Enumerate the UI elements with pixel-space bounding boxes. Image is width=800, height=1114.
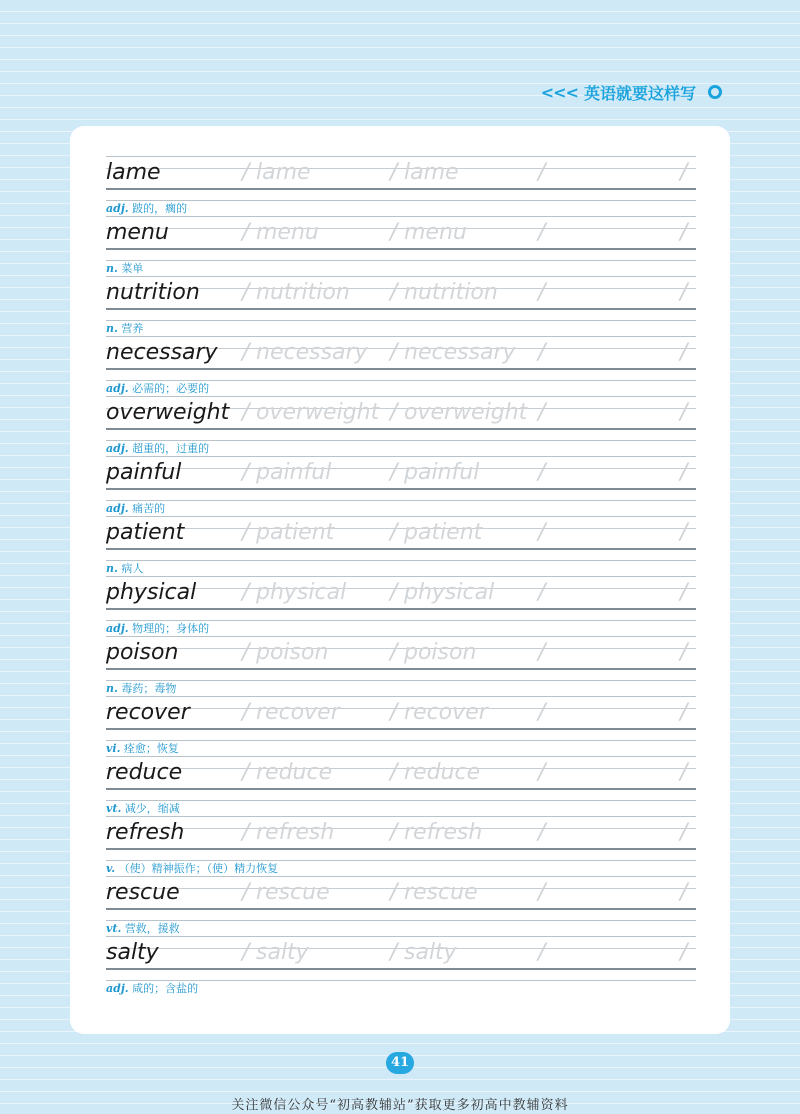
guide-line: [106, 816, 696, 817]
guide-line: [106, 636, 696, 637]
definition: 物理的；身体的: [132, 622, 210, 635]
slash-divider: /: [538, 940, 546, 965]
vocab-word: rescue: [106, 880, 180, 905]
slash-divider: /: [242, 700, 250, 725]
vocab-word: poison: [106, 640, 179, 665]
slash-divider: /: [390, 820, 398, 845]
word-row: [106, 814, 696, 874]
slash-divider: /: [680, 940, 688, 965]
slash-divider: /: [390, 520, 398, 545]
trace-word: rescue: [256, 880, 330, 905]
vocab-word: patient: [106, 520, 185, 545]
word-row: [106, 334, 696, 394]
trace-word: painful: [256, 460, 332, 485]
trace-word: refresh: [404, 820, 483, 845]
slash-divider: /: [390, 160, 398, 185]
part-of-speech: n.: [106, 682, 118, 695]
definition: 跛的，瘸的: [132, 202, 188, 215]
part-of-speech: vt.: [106, 922, 122, 935]
base-line: [106, 728, 696, 730]
vocab-word: physical: [106, 580, 197, 605]
word-row: [106, 574, 696, 634]
definition: （使）精神振作；（使）精力恢复: [118, 862, 279, 875]
word-row: [106, 754, 696, 814]
word-row: [106, 694, 696, 754]
slash-divider: /: [242, 820, 250, 845]
part-of-speech: adj.: [106, 442, 129, 455]
slash-divider: /: [390, 760, 398, 785]
part-of-speech: vi.: [106, 742, 121, 755]
circle-icon: [708, 85, 722, 99]
guide-line: [106, 680, 696, 681]
slash-divider: /: [242, 640, 250, 665]
part-of-speech: adj.: [106, 982, 129, 995]
slash-divider: /: [680, 340, 688, 365]
definition: 痊愈；恢复: [123, 742, 179, 755]
trace-word: overweight: [256, 400, 380, 425]
part-of-speech: vt.: [106, 802, 122, 815]
slash-divider: /: [538, 280, 546, 305]
slash-divider: /: [538, 220, 546, 245]
guide-line: [106, 696, 696, 697]
part-of-speech: adj.: [106, 502, 129, 515]
slash-divider: /: [390, 700, 398, 725]
section-header: [541, 80, 722, 104]
guide-line: [106, 440, 696, 441]
slash-divider: /: [242, 400, 250, 425]
slash-divider: /: [680, 460, 688, 485]
slash-divider: /: [390, 280, 398, 305]
slash-divider: /: [680, 280, 688, 305]
definition: 必需的；必要的: [132, 382, 210, 395]
slash-divider: /: [680, 220, 688, 245]
guide-line: [106, 200, 696, 201]
slash-divider: /: [390, 880, 398, 905]
slash-divider: /: [538, 820, 546, 845]
trace-word: recover: [256, 700, 340, 725]
definition: 咸的；含盐的: [132, 982, 199, 995]
part-of-speech: v.: [106, 862, 116, 875]
guide-line: [106, 380, 696, 381]
trace-word: nutrition: [256, 280, 350, 305]
base-line: [106, 428, 696, 430]
base-line: [106, 488, 696, 490]
slash-divider: /: [680, 640, 688, 665]
base-line: [106, 848, 696, 850]
trace-word: physical: [256, 580, 347, 605]
word-row: [106, 274, 696, 334]
slash-divider: /: [390, 940, 398, 965]
guide-line: [106, 740, 696, 741]
part-of-speech: adj.: [106, 382, 129, 395]
word-row: [106, 634, 696, 694]
slash-divider: /: [242, 460, 250, 485]
definition: 营养: [121, 322, 144, 335]
guide-line: [106, 320, 696, 321]
trace-word: lame: [404, 160, 459, 185]
word-row: [106, 874, 696, 934]
trace-word: necessary: [404, 340, 516, 365]
definition: 菜单: [121, 262, 144, 275]
base-line: [106, 968, 696, 970]
vocab-word: nutrition: [106, 280, 200, 305]
base-line: [106, 188, 696, 190]
base-line: [106, 548, 696, 550]
trace-word: painful: [404, 460, 480, 485]
trace-word: recover: [404, 700, 488, 725]
guide-line: [106, 800, 696, 801]
header-arrows: <<<: [540, 82, 578, 102]
trace-word: rescue: [404, 880, 478, 905]
trace-word: poison: [404, 640, 477, 665]
part-of-speech: adj.: [106, 622, 129, 635]
vocab-word: overweight: [106, 400, 230, 425]
slash-divider: /: [538, 520, 546, 545]
trace-word: nutrition: [404, 280, 498, 305]
trace-word: patient: [256, 520, 335, 545]
slash-divider: /: [538, 580, 546, 605]
slash-divider: /: [242, 880, 250, 905]
page-number: 41: [386, 1052, 414, 1074]
slash-divider: /: [680, 760, 688, 785]
base-line: [106, 248, 696, 250]
word-row: [106, 214, 696, 274]
guide-line: [106, 860, 696, 861]
slash-divider: /: [538, 640, 546, 665]
slash-divider: /: [680, 580, 688, 605]
slash-divider: /: [680, 400, 688, 425]
vocab-word: reduce: [106, 760, 183, 785]
definition: 病人: [121, 562, 144, 575]
trace-word: overweight: [404, 400, 528, 425]
definition: 营救，援救: [124, 922, 180, 935]
slash-divider: /: [680, 160, 688, 185]
word-row: [106, 394, 696, 454]
guide-line: [106, 756, 696, 757]
trace-word: refresh: [256, 820, 335, 845]
slash-divider: /: [538, 460, 546, 485]
slash-divider: /: [242, 520, 250, 545]
vocab-word: menu: [106, 220, 169, 245]
slash-divider: /: [390, 400, 398, 425]
trace-word: physical: [404, 580, 495, 605]
guide-line: [106, 396, 696, 397]
base-line: [106, 608, 696, 610]
slash-divider: /: [242, 580, 250, 605]
vocab-word: painful: [106, 460, 182, 485]
guide-line: [106, 876, 696, 877]
trace-word: salty: [256, 940, 309, 965]
definition: 毒药；毒物: [121, 682, 177, 695]
slash-divider: /: [538, 340, 546, 365]
slash-divider: /: [390, 460, 398, 485]
slash-divider: /: [680, 520, 688, 545]
base-line: [106, 788, 696, 790]
slash-divider: /: [680, 820, 688, 845]
guide-line: [106, 456, 696, 457]
part-of-speech: adj.: [106, 202, 129, 215]
slash-divider: /: [390, 340, 398, 365]
guide-line: [106, 516, 696, 517]
slash-divider: /: [242, 340, 250, 365]
trace-word: salty: [404, 940, 457, 965]
trace-word: lame: [256, 160, 311, 185]
definition: 超重的，过重的: [132, 442, 210, 455]
guide-line: [106, 276, 696, 277]
header-title: 英语就要这样写: [583, 83, 696, 103]
guide-line: [106, 576, 696, 577]
slash-divider: /: [390, 580, 398, 605]
guide-line: [106, 560, 696, 561]
guide-line: [106, 216, 696, 217]
base-line: [106, 308, 696, 310]
slash-divider: /: [538, 160, 546, 185]
slash-divider: /: [538, 760, 546, 785]
word-meaning: [106, 982, 198, 996]
vocab-word: necessary: [106, 340, 218, 365]
trace-word: menu: [404, 220, 467, 245]
vocab-word: recover: [106, 700, 190, 725]
slash-divider: /: [390, 640, 398, 665]
part-of-speech: n.: [106, 262, 118, 275]
definition: 减少，缩减: [124, 802, 180, 815]
slash-divider: /: [538, 880, 546, 905]
base-line: [106, 668, 696, 670]
slash-divider: /: [538, 700, 546, 725]
part-of-speech: n.: [106, 322, 118, 335]
slash-divider: /: [242, 760, 250, 785]
trace-word: poison: [256, 640, 329, 665]
definition: 痛苦的: [132, 502, 166, 515]
slash-divider: /: [538, 400, 546, 425]
guide-line: [106, 500, 696, 501]
slash-divider: /: [680, 700, 688, 725]
guide-line: [106, 920, 696, 921]
vocab-word: salty: [106, 940, 159, 965]
slash-divider: /: [390, 220, 398, 245]
trace-word: reduce: [256, 760, 333, 785]
practice-sheet: [70, 126, 730, 1034]
vocab-word: refresh: [106, 820, 185, 845]
base-line: [106, 908, 696, 910]
slash-divider: /: [242, 940, 250, 965]
word-row: [106, 454, 696, 514]
slash-divider: /: [242, 220, 250, 245]
trace-word: reduce: [404, 760, 481, 785]
slash-divider: /: [242, 160, 250, 185]
slash-divider: /: [680, 880, 688, 905]
part-of-speech: n.: [106, 562, 118, 575]
slash-divider: /: [242, 280, 250, 305]
word-row: [106, 154, 696, 214]
guide-line: [106, 936, 696, 937]
guide-line: [106, 980, 696, 981]
guide-line: [106, 260, 696, 261]
guide-line: [106, 156, 696, 157]
word-row: [106, 934, 696, 994]
trace-word: menu: [256, 220, 319, 245]
vocab-word: lame: [106, 160, 161, 185]
trace-word: patient: [404, 520, 483, 545]
footer-note: 关注微信公众号“初高教辅站”获取更多初高中教辅资料: [231, 1098, 569, 1113]
trace-word: necessary: [256, 340, 368, 365]
base-line: [106, 368, 696, 370]
guide-line: [106, 336, 696, 337]
word-row: [106, 514, 696, 574]
guide-line: [106, 620, 696, 621]
